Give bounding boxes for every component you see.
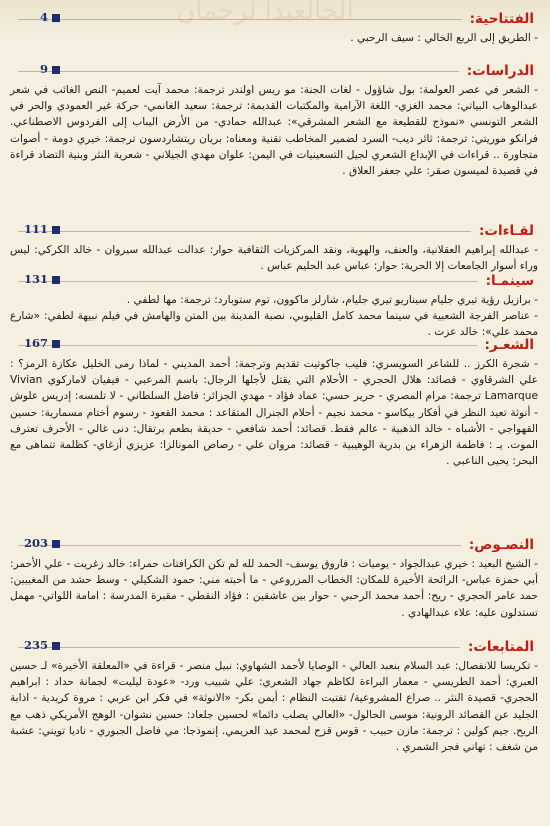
section-page-number[interactable]: 167 (23, 336, 48, 350)
section-title[interactable]: لقـاءات: (479, 223, 534, 239)
toc-entry[interactable]: - عناصر الفرجة الشعبية في سينما محمد كامل القليوبي، نصبة المدينة بين المتن والهامش في فيلم نبيهة لطفي: «شارع محمد علي»: خالد عزت . (10, 310, 538, 339)
section-title[interactable]: المتابعات: (467, 639, 534, 655)
toc-section (10, 8, 540, 46)
section-entries (10, 82, 540, 179)
section-title[interactable]: الشعـر: (484, 337, 534, 353)
toc-entry[interactable]: - الشيخ البعيد : خيري عبدالجواد - يوميات : فاروق يوسف- الحمد لله لم تكن الكرافتات حمراء: خالد زغريت - علي الأحمر: أبي حمزة عباس- الرائحة الأخيرة للمكان: الخطاب المزروعي - ما أحبته مني: حمود الشكيلي - وسط حشد من المغيبين: حمد عامر الحجري - ريح: أحمد محمد الرحبي - حوار بين عاشقين : فؤاد النقطي - مقبرة المدرسة : امامة اللواتي- مهمل تستدلون عليه: علاء عبدالهادي . (10, 558, 538, 619)
section-entries (10, 556, 540, 621)
header-watermark: الخالعبدا لرحمان (176, 0, 354, 26)
bullet-square-icon (52, 66, 60, 74)
toc-section (10, 220, 540, 274)
section-page-number[interactable]: 9 (39, 62, 48, 76)
toc-section (10, 334, 540, 469)
toc-section (10, 534, 540, 621)
bullet-square-icon (52, 642, 60, 650)
section-title[interactable]: الفتتاحية: (469, 11, 534, 27)
toc-entry[interactable]: - الطريق إلى الربع الخالي : سيف الرحبي . (350, 32, 538, 44)
bullet-square-icon (52, 540, 60, 548)
section-title[interactable]: سينمـا: (485, 273, 534, 289)
section-header (10, 60, 540, 82)
toc-entry[interactable]: - الشعر في عصر العولمة: بول شاؤول - لغات الجنة: مو ريس اولندر ترجمة: محمد آيت لعميم- النص الغائب في شعر عبدالوهاب البياتي: محمد الغزي- اللغة الآرامية والمكتبات القديمة: ترجمة: سعيد الغانمي- حركة غير العمودي والحر في الشعر التونسي «نموذج للقطيعة مع الشعر المشرقي»: عبدالله حمادي- من الأرض اليباب إلى الفردوس الاصطناعي. فرانكو موريتي: ترجمة: ثائر ديب- السرد لضمير المخاطب تقنية ومعناه: بريان ريتشاردسون ترجمة: خيري دومة - أصوات متجاورة .. قراءات في الإبداع الشعري لجيل التسعينيات في اليمن: علوان مهدي الجيلاني - شعرية النثر وبنية التضاد قراءة في قصيدة لميسون صقر: علي جعفر العلاق . (10, 84, 538, 178)
section-page-number[interactable]: 203 (23, 536, 48, 550)
section-entries (10, 30, 540, 46)
section-title[interactable]: الدراسات: (466, 63, 534, 79)
toc-section (10, 60, 540, 179)
section-divider (18, 345, 477, 346)
section-page-number[interactable]: 235 (23, 638, 48, 652)
section-divider (18, 281, 478, 282)
toc-entry[interactable]: - برازيل رؤية تيري جليام سيناريو تيري جليام، شارلز ماكوون، توم ستوبارد: ترجمة: مها لطفي . (126, 294, 538, 306)
toc-entry[interactable]: - تكريسا للانفصال: عبد السلام بنعبد العالي - الوصايا لأحمد الشهاوي: نبيل منصر - قراءة في «المعلقة الأخيرة» لـ حسين العبري: أحمد الطريسي - معمار البراءة لكاظم جهاد الشعري: علي شبيب ورد- «عودة ليليت» لجمانة حداد : ابراهيم الحجري- قصيدة النثر .. صراع المشروعية/ تفتيت النظام : أيمن بكر- «الانوثة» في فكر ابن عربي : مروة كريدية - اذابة الجليد عن القصائد الرونية: موسى الحالول- «العالي يصلب دائما» لحسين جلعاد: حسين نشوان- الوهج الأمريكي ذهب مع الريح. جيم كولين : ترجمة: مازن حبيب - قوس قزح لمحمد عيد العريمي. إنموذجا: مي فاضل الجبوري - ناديا تويني: عشبة من شغف : تهاني فجر الشمري . (10, 660, 538, 754)
section-header (10, 220, 540, 242)
section-page-number[interactable]: 111 (23, 222, 48, 236)
toc-section (10, 270, 540, 341)
section-divider (18, 231, 471, 232)
section-divider (18, 19, 462, 20)
toc-section (10, 636, 540, 755)
section-page-number[interactable]: 4 (39, 10, 48, 24)
section-divider (18, 71, 459, 72)
bullet-square-icon (52, 226, 60, 234)
section-header (10, 636, 540, 658)
toc-entry[interactable]: - عبدالله إبراهيم العقلانية، والعنف، والهوية، ونقد المركزيات الثقافية حوار: عدالت عبدالله سيروان - خالد الكركي: ليس وراء أسوار الجامعات إلا الحرية: حوار: عباس عبد الحليم عباس . (10, 244, 538, 273)
section-header (10, 334, 540, 356)
section-divider (18, 647, 460, 648)
section-title[interactable]: النصـوص: (468, 537, 534, 553)
section-header (10, 534, 540, 556)
section-entries (10, 658, 540, 755)
section-header (10, 8, 540, 30)
bullet-square-icon (52, 276, 60, 284)
section-entries (10, 356, 540, 469)
bullet-square-icon (52, 14, 60, 22)
section-page-number[interactable]: 131 (23, 272, 48, 286)
section-divider (18, 545, 461, 546)
toc-entry[interactable]: - شجرة الكرز .. للشاعر السويسري: فليب جاكوتيت تقديم وترجمة: أحمد المديني - لماذا رمى الخليل عكازة الرمز؟ : علي الشرقاوي - قصائد: هلال الحجري - الأحلام التي يقتل لأجلها الرجال: باسم المرعبي - فيفيان لاماركوي Vivian Lamarque ترجمة: مرام المصري - حرير حسي: عماد فؤاد - مهدي الجزائر: فاضل السلطاني - لا تلمسه: إدريس علوش - أنوثة تعيد النظر في أفكار بيكاسو - محمد نجيم - أحلام الجنرال المتقاعد : محمد القعود - رسوم أختام مسمارية: حسين القهواجي - الأشباه - خالد الذهبية - عالم فقط. قصائد: أحمد شافعي - حديقة بطعم برتقال: دنى غالي - الأحرف تعترف الموت. يـ : فاطمة الزهراء بن بدرية الوهيبية - قصائد: مروان علي - رصاص المونالزا: عزيزي أزغاي- كظلمة تتماهى مع البحر: يحيى الناعبي . (10, 358, 538, 468)
section-header (10, 270, 540, 292)
bullet-square-icon (52, 340, 60, 348)
